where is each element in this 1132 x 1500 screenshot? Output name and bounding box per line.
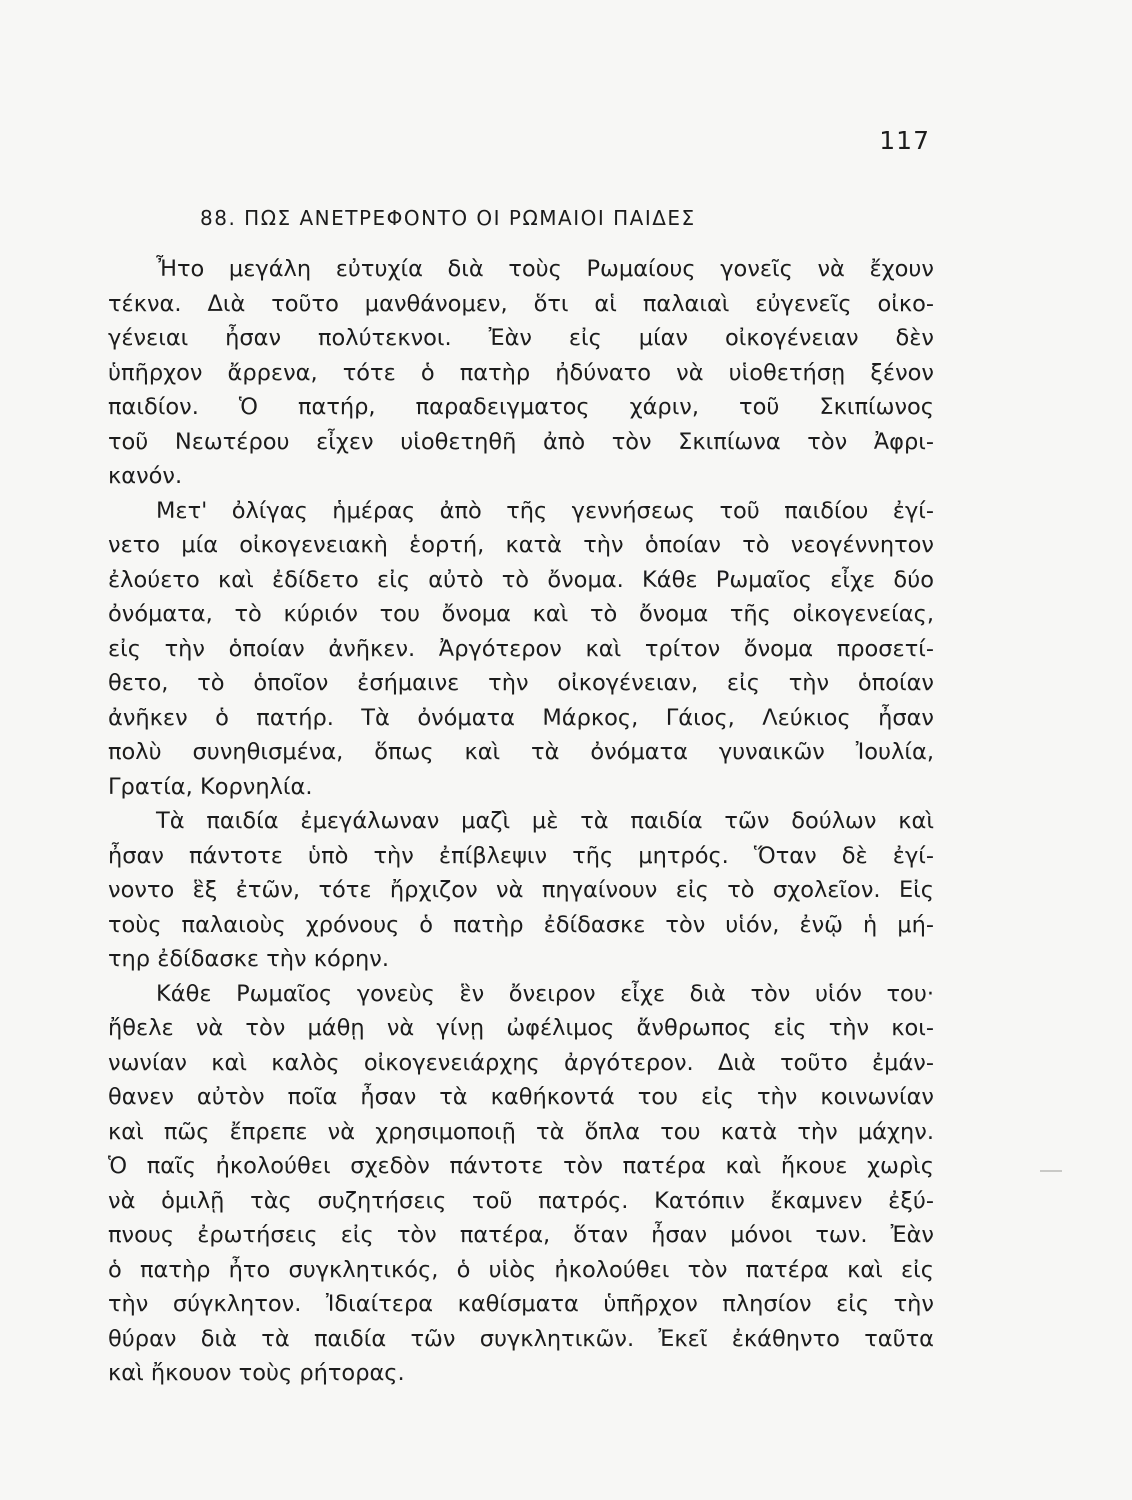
text-line: Γρατία, Κορνηλία. (108, 773, 313, 800)
scan-artifact (1040, 1170, 1062, 1172)
text-line: Ὁ παῖς ἠκολούθει σχεδὸν πάντοτε τὸν πατέρα καὶ ἤκουε χωρὶς (108, 1153, 934, 1179)
text-line: θετο, τὸ ὁποῖον ἐσήμαινε τὴν οἰκογένειαν, εἰς τὴν ὁποίαν (108, 670, 934, 696)
text-line: ὁ πατὴρ ἦτο συγκλητικός, ὁ υἱὸς ἠκολούθει τὸν πατέρα καὶ εἰς (108, 1256, 934, 1283)
text-line: τηρ ἐδίδασκε τὴν κόρην. (108, 946, 390, 972)
text-line: ἤθελε νὰ τὸν μάθῃ νὰ γίνῃ ὠφέλιμος ἄνθρωπος εἰς τὴν κοι- (108, 1015, 934, 1041)
text-line: Τὰ παιδία ἐμεγάλωναν μαζὶ μὲ τὰ παιδία τῶν δούλων καὶ (156, 808, 934, 834)
text-line: εἰς τὴν ὁποίαν ἀνῆκεν. Ἀργότερον καὶ τρίτον ὄνομα προσετί- (108, 635, 934, 662)
text-line: ὑπῆρχον ἄρρενα, τότε ὁ πατὴρ ἠδύνατο νὰ υἱοθετήσῃ ξένον (108, 359, 934, 386)
paragraph-2 (108, 494, 934, 805)
paragraph-4 (108, 977, 934, 1391)
text-line: νετο μία οἰκογενειακὴ ἑορτή, κατὰ τὴν ὁποίαν τὸ νεογέννητον (108, 532, 934, 558)
text-line: ὀνόματα, τὸ κύριόν του ὄνομα καὶ τὸ ὄνομα τῆς οἰκογενείας, (108, 601, 934, 627)
text-line: νὰ ὁμιλῇ τὰς συζητήσεις τοῦ πατρός. Κατόπιν ἔκαμνεν ἐξύ- (108, 1187, 934, 1214)
paragraph-1 (108, 252, 934, 494)
text-line: τὴν σύγκλητον. Ἰδιαίτερα καθίσματα ὑπῆρχον πλησίον εἰς τὴν (108, 1291, 934, 1317)
text-line: Μετ' ὀλίγας ἡμέρας ἀπὸ τῆς γεννήσεως τοῦ παιδίου ἐγί- (156, 497, 934, 524)
text-line: πνους ἐρωτήσεις εἰς τὸν πατέρα, ὅταν ἦσαν μόνοι των. Ἐὰν (108, 1222, 934, 1248)
text-line: τέκνα. Διὰ τοῦτο μανθάνομεν, ὅτι αἱ παλαιαὶ εὐγενεῖς οἰκο- (108, 290, 934, 317)
text-line: θανεν αὐτὸν ποῖα ἦσαν τὰ καθήκοντά του εἰς τὴν κοινωνίαν (108, 1084, 934, 1110)
text-line: καὶ πῶς ἔπρεπε νὰ χρησιμοποιῇ τὰ ὅπλα του κατὰ τὴν μάχην. (108, 1118, 934, 1145)
text-line: νοντο ἓξ ἐτῶν, τότε ἤρχιζον νὰ πηγαίνουν εἰς τὸ σχολεῖον. Εἰς (108, 877, 934, 903)
text-line: ἦσαν πάντοτε ὑπὸ τὴν ἐπίβλεψιν τῆς μητρός. Ὅταν δὲ ἐγί- (108, 842, 934, 869)
text-line: Κάθε Ρωμαῖος γονεὺς ἓν ὄνειρον εἶχε διὰ τὸν υἱόν του· (156, 980, 934, 1007)
text-line: καὶ ἤκουον τοὺς ρήτορας. (108, 1360, 405, 1386)
paragraph-3 (108, 804, 934, 977)
text-line: Ἦτο μεγάλη εὐτυχία διὰ τοὺς Ρωμαίους γονεῖς νὰ ἔχουν (156, 256, 934, 282)
chapter-title: 88. ΠΩΣ ΑΝΕΤΡΕΦΟΝΤΟ ΟΙ ΡΩΜΑΙΟΙ ΠΑΙΔΕΣ (200, 206, 696, 230)
text-line: νωνίαν καὶ καλὸς οἰκογενειάρχης ἀργότερον. Διὰ τοῦτο ἐμάν- (108, 1049, 934, 1076)
text-line: θύραν διὰ τὰ παιδία τῶν συγκλητικῶν. Ἐκεῖ ἐκάθηντο ταῦτα (108, 1325, 934, 1352)
text-line: τοῦ Νεωτέρου εἶχεν υἱοθετηθῆ ἀπὸ τὸν Σκιπίωνα τὸν Ἀφρι- (108, 428, 934, 455)
page-number: 117 (879, 126, 930, 155)
text-line: παιδίον. Ὁ πατήρ, παραδειγματος χάριν, τοῦ Σκιπίωνος (108, 394, 934, 420)
text-line: ἀνῆκεν ὁ πατήρ. Τὰ ὀνόματα Μάρκος, Γάιος, Λεύκιος ἦσαν (108, 704, 934, 731)
text-line: ἐλούετο καὶ ἐδίδετο εἰς αὐτὸ τὸ ὄνομα. Κάθε Ρωμαῖος εἶχε δύο (108, 566, 934, 593)
text-line: τοὺς παλαιοὺς χρόνους ὁ πατὴρ ἐδίδασκε τὸν υἱόν, ἐνῷ ἡ μή- (108, 911, 934, 938)
body-text (108, 252, 934, 1391)
text-line: κανόν. (108, 463, 183, 489)
text-line: γένειαι ἦσαν πολύτεκνοι. Ἐὰν εἰς μίαν οἰκογένειαν δὲν (108, 325, 934, 351)
text-line: πολὺ συνηθισμένα, ὅπως καὶ τὰ ὀνόματα γυναικῶν Ἰουλία, (108, 739, 934, 765)
